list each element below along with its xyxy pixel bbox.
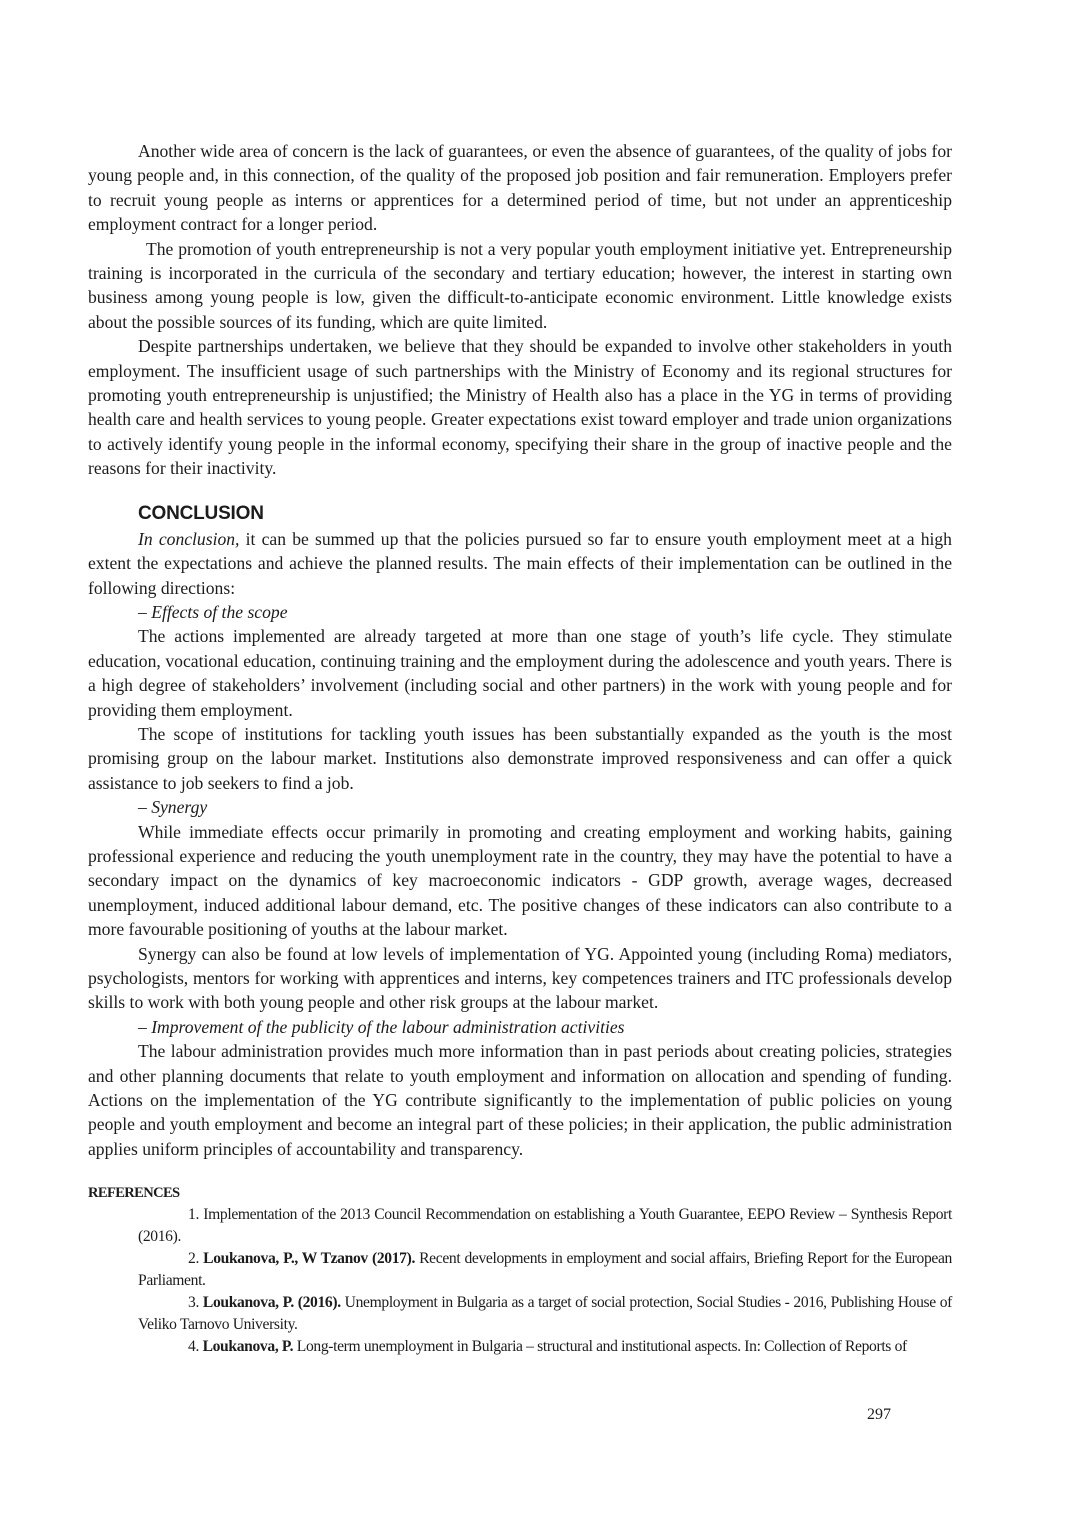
lead-italic-phrase: In conclusion,: [138, 528, 240, 549]
references-heading: REFERENCES: [88, 1185, 180, 1202]
reference-number: 4.: [188, 1338, 199, 1356]
reference-item: [88, 1204, 952, 1248]
body-paragraph: The scope of institutions for tackling youth issues has been substantially expanded as the youth is the most promising group on the labour market. Institutions also demonstrate improved responsiveness and can offer a quick assistance to job seekers to find a job.: [88, 723, 952, 793]
reference-item: [88, 1248, 952, 1292]
article-body: [88, 139, 952, 1358]
reference-number: 1.: [188, 1206, 199, 1224]
body-paragraph: Another wide area of concern is the lack of guarantees, or even the absence of guarantees, of the quality of jobs for young people and, in this connection, of the quality of the proposed job position and fair remuneration. Employers prefer to recruit young people as interns or apprentices for a determined period of time, but not under an apprenticeship employment contract for a longer period.: [88, 141, 952, 235]
reference-item: [88, 1336, 952, 1358]
reference-item: [88, 1292, 952, 1336]
body-paragraph: Despite partnerships undertaken, we believe that they should be expanded to involve other stakeholders in youth employment. The insufficient usage of such partnerships with the Ministry of Economy and its regional structures for promoting youth entrepreneurship is unjustified; the Ministry of Health also has a place in the YG in terms of providing health care and health services to young people. Greater expectations exist toward employer and trade union organizations to actively identify young people in the informal economy, specifying their share in the group of inactive people and the reasons for their inactivity.: [88, 336, 952, 479]
reference-text: Recent developments in employment and social affairs, Briefing Report for the European Parliament.: [138, 1250, 952, 1290]
subheading-effects-of-scope: – Effects of the scope: [138, 601, 288, 622]
reference-text: Unemployment in Bulgaria as a target of social protection, Social Studies - 2016, Publishing House of Veliko Tarnovo University.: [138, 1294, 952, 1334]
body-paragraph: While immediate effects occur primarily in promoting and creating employment and working habits, gaining professional experience and reducing the youth unemployment rate in the country, they may have the potential to have a secondary impact on the dynamics of key macroeconomic indicators - GDP growth, average wages, decreased unemployment, induced additional labour demand, etc. The positive changes of these indicators can also contribute to a more favourable positioning of youths at the labour market.: [88, 821, 952, 940]
page-number: 297: [867, 1406, 891, 1423]
body-paragraph: Synergy can also be found at low levels of implementation of YG. Appointed young (including Roma) mediators, psychologists, mentors for working with apprentices and interns, key competences trainers and ITC professionals develop skills to work with both young people and other risk groups at the labour market.: [88, 943, 952, 1013]
reference-authors: Loukanova, P., W Tzanov (2017).: [203, 1250, 415, 1268]
reference-text: Long-term unemployment in Bulgaria – structural and institutional aspects. In: Collection of Reports of: [293, 1338, 907, 1356]
body-paragraph: The promotion of youth entrepreneurship is not a very popular youth employment initiative yet. Entrepreneurship training is incorporated in the curricula of the secondary and tertiary education; however, the interest in starting own business among young people is low, given the difficult-to-anticipate economic environment. Little knowledge exists about the possible sources of its funding, which are quite limited.: [88, 238, 952, 332]
reference-text: Implementation of the 2013 Council Recommendation on establishing a Youth Guarantee, EEPO Review – Synthesis Report (2016).: [138, 1206, 952, 1246]
conclusion-lead-paragraph: [88, 527, 952, 600]
reference-number: 2.: [188, 1250, 199, 1268]
body-paragraph: The actions implemented are already targeted at more than one stage of youth’s life cycle. They stimulate education, vocational education, continuing training and the employment during the adolescence and youth years. There is a high degree of stakeholders’ involvement (including social and other partners) in the work with young people and for providing them employment.: [88, 626, 952, 720]
body-paragraph: The labour administration provides much more information than in past periods about creating policies, strategies and other planning documents that relate to youth employment and information on allocation and spending of funding. Actions on the implementation of the YG contribute significantly to the implementation of public policies on young people and youth employment and become an integral part of these policies; in their application, the public administration applies uniform principles of accountability and transparency.: [88, 1041, 952, 1159]
section-heading-conclusion: CONCLUSION: [138, 502, 264, 524]
reference-authors: Loukanova, P. (2016).: [202, 1294, 341, 1312]
subheading-synergy: – Synergy: [138, 797, 208, 818]
reference-authors: Loukanova, P.: [202, 1338, 294, 1356]
subheading-publicity: – Improvement of the publicity of the labour administration activities: [138, 1016, 625, 1037]
lead-rest: it can be summed up that the policies pursued so far to ensure youth employment meet at a high extent the expectations and achieve the planned results. The main effects of their implementation can be outlined in the following directions:: [88, 528, 952, 598]
reference-number: 3.: [188, 1294, 199, 1312]
